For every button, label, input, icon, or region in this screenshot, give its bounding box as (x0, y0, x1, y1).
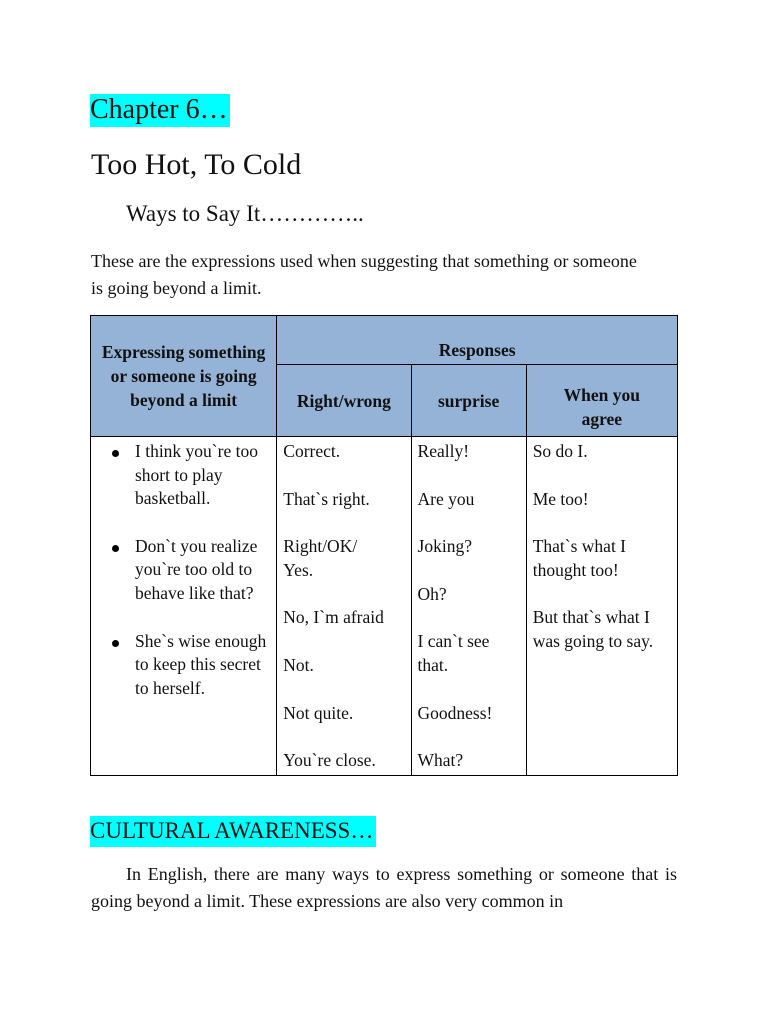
response-item: I can`t see that. (417, 631, 490, 675)
header-expressing: Expressing something or someone is going beyond a limit (91, 316, 277, 437)
header-responses: Responses (277, 316, 678, 365)
response-item: That`s right. (283, 488, 370, 509)
right-wrong-cell (277, 437, 411, 776)
section-heading-ways: Ways to Say It………….. (126, 201, 364, 226)
response-item: No, I`m afraid (283, 607, 384, 628)
intro-paragraph: These are the expressions used when suggesting that something or someone is going beyond a limit. (91, 251, 637, 298)
response-item: So do I. (532, 441, 588, 461)
cultural-paragraph: In English, there are many ways to express something or someone that is going beyond a limit. These expressions are also very common in (91, 864, 677, 911)
header-surprise: surprise (411, 365, 526, 437)
response-item: Are you (417, 488, 475, 509)
response-item: What? (417, 750, 464, 771)
response-item: Not quite. (283, 702, 354, 723)
expressions-list (91, 440, 276, 700)
chapter-subtitle: Too Hot, To Cold (91, 148, 302, 181)
response-item: But that`s what I was going to say. (532, 607, 654, 651)
chapter-heading: Chapter 6… (90, 94, 230, 127)
cultural-awareness-heading: CULTURAL AWARENESS… (90, 816, 376, 847)
expressions-cell (91, 437, 277, 776)
header-right-wrong: Right/wrong (277, 365, 411, 437)
header-agree: When you agree (526, 365, 677, 437)
response-item: Joking? (417, 536, 472, 557)
response-item: That`s what I thought too! (532, 536, 627, 580)
response-item: Not. (283, 654, 314, 675)
response-item: Goodness! (417, 702, 493, 723)
list-item: Don`t you realize you`re too old to behave like that? (135, 535, 276, 606)
response-item: Correct. (283, 441, 341, 461)
surprise-cell (411, 437, 526, 776)
agree-cell (526, 437, 677, 776)
list-item: I think you`re too short to play basketball. (135, 440, 276, 511)
expressions-table (90, 315, 678, 776)
response-item: Really! (417, 441, 470, 461)
response-item: You`re close. (283, 750, 376, 771)
list-item: She`s wise enough to keep this secret to herself. (135, 630, 276, 701)
response-item: Me too! (532, 488, 589, 509)
response-item: Right/OK/ Yes. (283, 536, 358, 580)
response-item: Oh? (417, 583, 447, 604)
